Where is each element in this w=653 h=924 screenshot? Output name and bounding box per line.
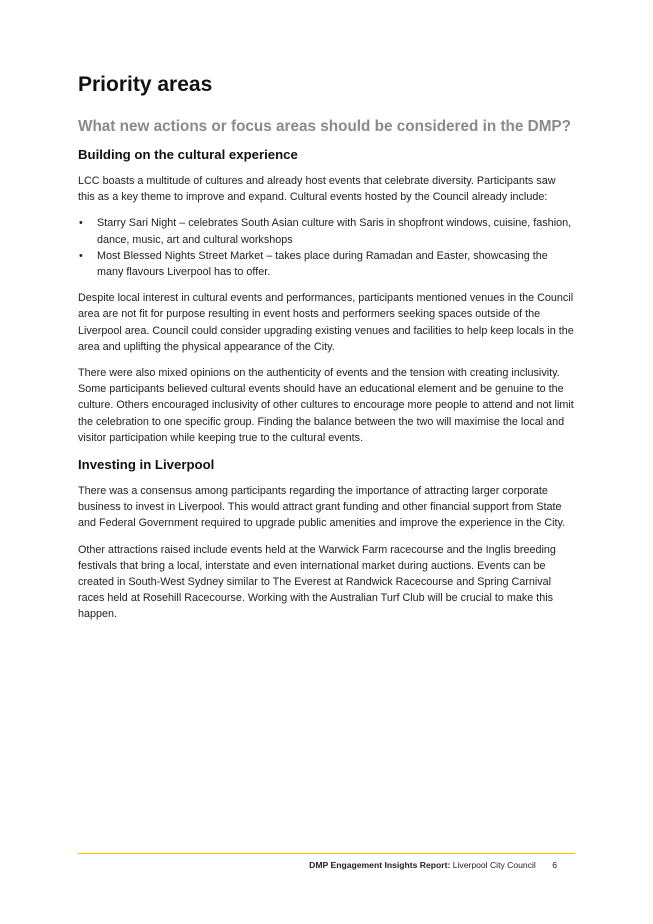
section-heading-investing: Investing in Liverpool	[78, 457, 215, 473]
section2-paragraph-attractions: Other attractions raised include events held at the Warwick Farm racecourse and the Inglis breeding festivals that bring a local, interstate and even international market during auctions. Events can be created in South-West Sydney similar to The Everest at Randwick Racecourse and Spring Carnival races held at Rosehill Racecourse. Working with the Australian Turf Club will be crucial to make this happen.	[78, 543, 556, 621]
page-title: Priority areas	[78, 73, 213, 96]
page-number: 6	[552, 860, 557, 870]
list-item-text: Most Blessed Nights Street Market – takes place during Ramadan and Easter, showcasing the many flavours Liverpool has to offer.	[97, 249, 548, 279]
footer-organisation: Liverpool City Council	[452, 860, 536, 870]
section-heading-cultural-experience: Building on the cultural experience	[78, 147, 298, 162]
footer-report-label: DMP Engagement Insights Report:	[309, 860, 451, 870]
list-item	[78, 248, 575, 280]
section1-intro-paragraph: LCC boasts a multitude of cultures and already host events that celebrate diversity. Participants saw this as a key theme to improve and expand. Cultural events hosted by the Council already include:	[78, 175, 556, 204]
page-subtitle: What new actions or focus areas should be considered in the DMP?	[78, 118, 571, 135]
section2-paragraph-investment: There was a consensus among participants regarding the importance of attracting larger corporate business to invest in Liverpool. This would attract grant funding and other financial support from State and Federal Government required to upgrade public amenities and improve the experience in the City.	[78, 485, 566, 530]
list-item-text: Starry Sari Night – celebrates South Asian culture with Saris in shopfront windows, cuisine, fashion, dance, music, art and cultural workshops	[97, 217, 572, 246]
list-item	[78, 215, 575, 247]
page-content	[78, 72, 575, 633]
footer-divider	[78, 853, 575, 854]
section1-paragraph-venues: Despite local interest in cultural events and performances, participants mentioned venues in the Council area are not fit for purpose resulting in event hosts and performers seeking spaces outside of the Liverpool area. Council could consider upgrading existing venues and facilities to help keep locals in the area and uplifting the physical appearance of the City.	[78, 292, 574, 353]
section1-paragraph-authenticity: There were also mixed opinions on the authenticity of events and the tension with creating inclusivity. Some participants believed cultural events should have an educational element and be genuine to the culture. Others encouraged inclusivity of other cultures to encourage more people to attend and not limit the celebration to one specific group. Finding the balance between the two will maximise the local and visitor participation while keeping true to the cultural events.	[78, 367, 574, 444]
bullet-icon: •	[79, 249, 83, 262]
page-footer	[309, 859, 557, 871]
cultural-events-list	[78, 215, 575, 280]
bullet-icon: •	[79, 217, 83, 230]
